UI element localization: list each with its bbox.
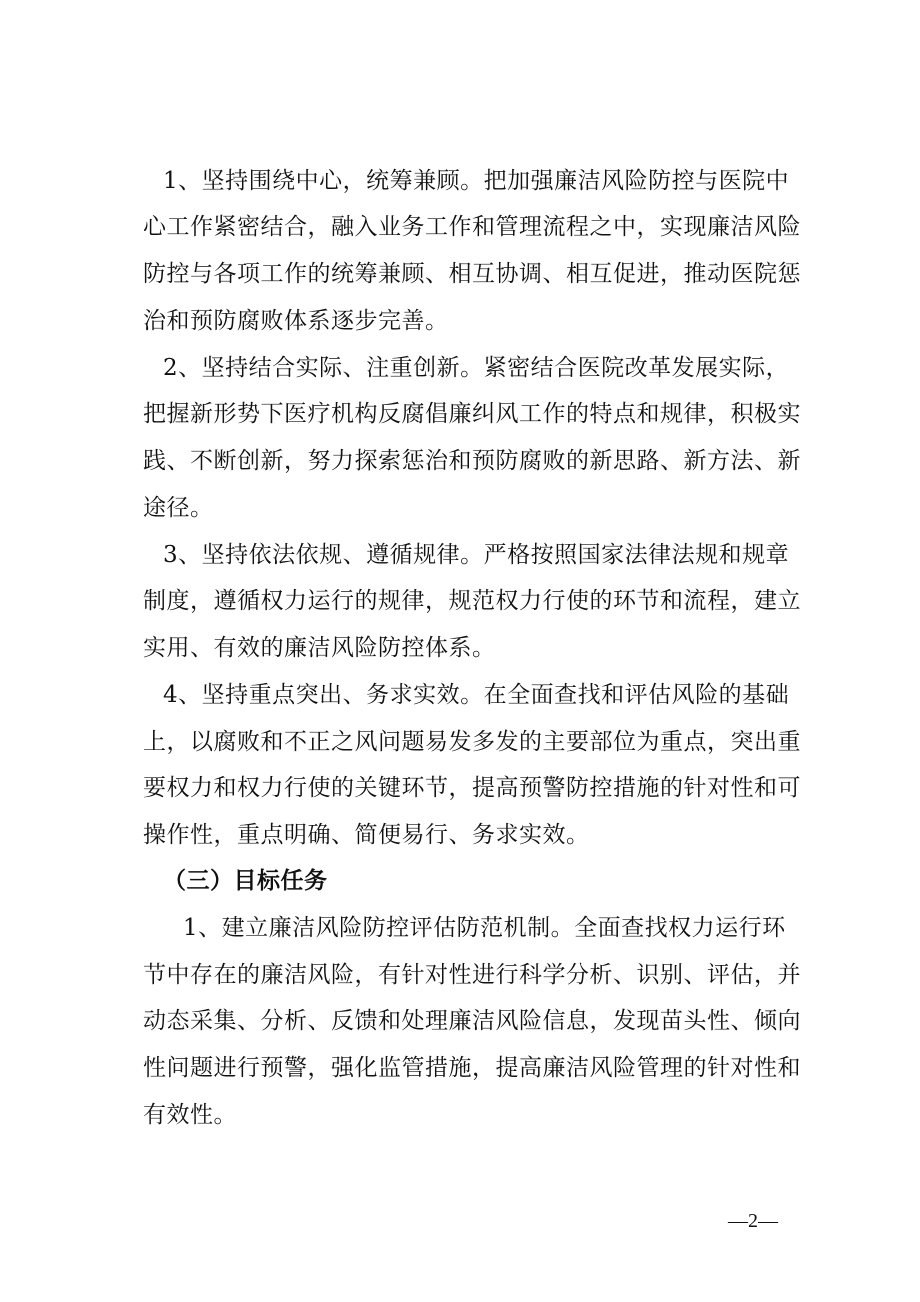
paragraph-2-line-4: 途径。 <box>143 495 214 521</box>
paragraph-5-line-1: 1、建立廉洁风险防控评估防范机制。全面查找权力运行环 <box>183 915 786 941</box>
paragraph-3-line-3: 实用、有效的廉洁风险防控体系。 <box>143 635 496 661</box>
paragraph-1-line-4: 治和预防腐败体系逐步完善。 <box>143 308 449 334</box>
paragraph-4-line-1: 4、坚持重点突出、务求实效。在全面查找和评估风险的基础 <box>163 682 790 708</box>
paragraph-4-line-4: 操作性，重点明确、简便易行、务求实效。 <box>143 822 590 848</box>
paragraph-5-line-5: 有效性。 <box>143 1102 237 1128</box>
paragraph-1-line-1: 1、坚持围绕中心，统筹兼顾。把加强廉洁风险防控与医院中 <box>163 168 790 194</box>
paragraph-5-line-3: 动态采集、分析、反馈和处理廉洁风险信息，发现苗头性、倾向 <box>143 1008 801 1034</box>
page-number: —2— <box>728 1210 778 1232</box>
paragraph-5-line-2: 节中存在的廉洁风险，有针对性进行科学分析、识别、评估，并 <box>143 962 801 988</box>
paragraph-4-line-2: 上，以腐败和不正之风问题易发多发的主要部位为重点，突出重 <box>143 729 801 755</box>
section-heading: （三）目标任务 <box>163 867 328 894</box>
paragraph-4-line-3: 要权力和权力行使的关键环节，提高预警防控措施的针对性和可 <box>143 775 801 801</box>
paragraph-1-line-2: 心工作紧密结合，融入业务工作和管理流程之中，实现廉洁风险 <box>143 214 801 240</box>
paragraph-2-line-2: 把握新形势下医疗机构反腐倡廉纠风工作的特点和规律，积极实 <box>143 401 801 427</box>
paragraph-2-line-1: 2、坚持结合实际、注重创新。紧密结合医院改革发展实际， <box>163 355 790 381</box>
paragraph-3-line-2: 制度，遵循权力运行的规律，规范权力行使的环节和流程，建立 <box>143 588 801 614</box>
paragraph-5-line-4: 性问题进行预警，强化监管措施，提高廉洁风险管理的针对性和 <box>143 1055 801 1081</box>
paragraph-1-line-3: 防控与各项工作的统筹兼顾、相互协调、相互促进，推动医院惩 <box>143 261 801 287</box>
paragraph-2-line-3: 践、不断创新，努力探索惩治和预防腐败的新思路、新方法、新 <box>143 448 801 474</box>
paragraph-3-line-1: 3、坚持依法依规、遵循规律。严格按照国家法律法规和规章 <box>163 542 790 568</box>
